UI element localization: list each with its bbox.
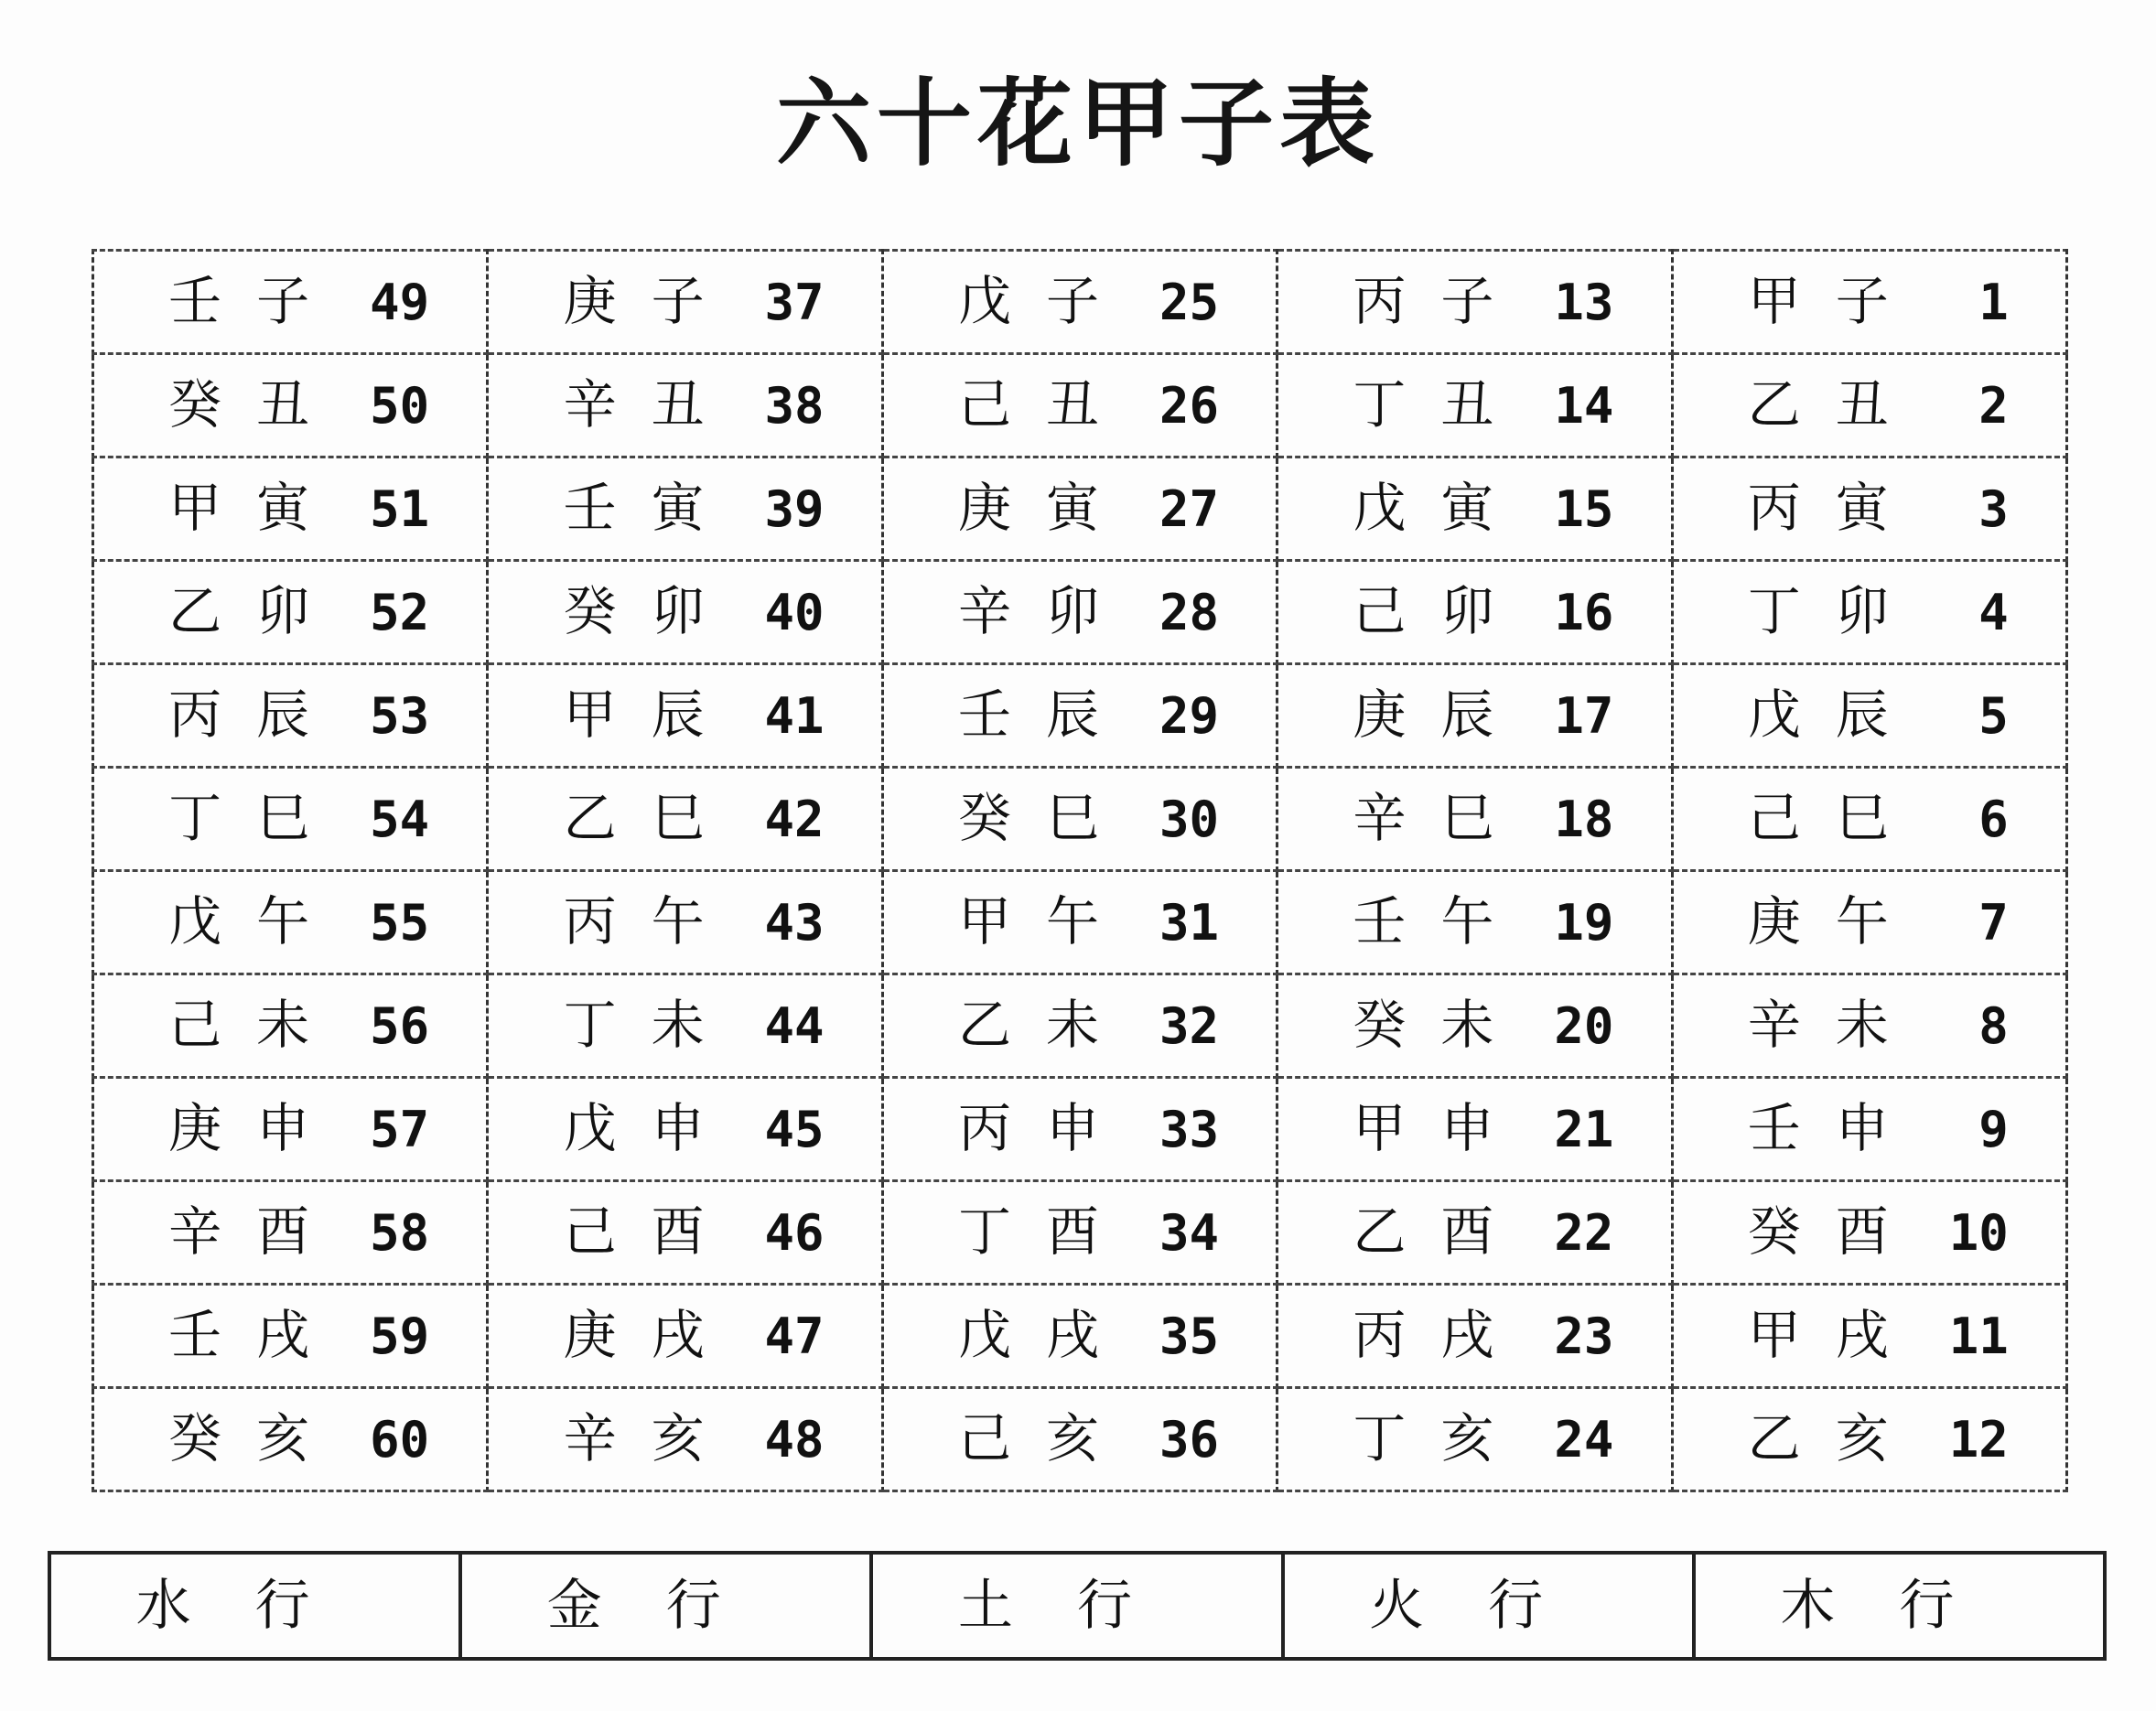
stem-char: 丙	[168, 683, 222, 746]
stem-char: 庚	[1353, 683, 1407, 746]
table-cell	[1672, 768, 2066, 871]
element-cell-earth: 土行	[871, 1553, 1282, 1659]
table-cell	[488, 664, 882, 768]
table-cell	[93, 251, 488, 354]
table-cell	[1277, 871, 1672, 974]
table-cell	[488, 354, 882, 457]
stem-char: 壬	[957, 683, 1011, 746]
branch-char: 巳	[256, 787, 310, 849]
cycle-number: 51	[370, 480, 430, 538]
cycle-number: 31	[1159, 894, 1219, 952]
table-cell	[882, 457, 1277, 561]
cycle-number: 60	[370, 1411, 430, 1469]
cycle-number: 20	[1554, 997, 1614, 1055]
cycle-number: 59	[370, 1307, 430, 1365]
table-row	[93, 457, 2067, 561]
table-cell	[93, 768, 488, 871]
branch-char: 辰	[1835, 683, 1889, 746]
cycle-number: 5	[1978, 687, 2009, 745]
stem-char: 辛	[957, 580, 1011, 642]
cycle-number: 49	[370, 274, 430, 331]
cycle-number: 37	[764, 274, 825, 331]
sexagenary-grid	[92, 249, 2068, 1492]
table-cell	[488, 871, 882, 974]
branch-char: 申	[1835, 1097, 1889, 1159]
stem-char: 丁	[1353, 1407, 1407, 1469]
branch-char: 未	[1045, 994, 1099, 1056]
branch-char: 子	[256, 270, 310, 332]
branch-char: 申	[1440, 1097, 1494, 1159]
branch-char: 酉	[1835, 1200, 1889, 1263]
branch-char: 卯	[1440, 580, 1494, 642]
cycle-number: 36	[1159, 1411, 1219, 1469]
cycle-number: 40	[764, 584, 825, 641]
cycle-number: 12	[1948, 1411, 2009, 1469]
stem-char: 癸	[168, 1407, 222, 1469]
element-cell-wood: 木行	[1694, 1553, 2105, 1659]
branch-char: 未	[256, 994, 310, 1056]
cycle-number: 41	[764, 687, 825, 745]
cycle-number: 48	[764, 1411, 825, 1469]
table-row	[93, 1078, 2067, 1181]
stem-char: 癸	[957, 787, 1011, 849]
element-footer	[48, 1551, 2107, 1661]
cycle-number: 29	[1159, 687, 1219, 745]
cycle-number: 6	[1978, 791, 2009, 848]
table-cell	[882, 871, 1277, 974]
stem-char: 己	[168, 994, 222, 1056]
table-cell	[1672, 457, 2066, 561]
branch-char: 丑	[1045, 373, 1099, 436]
branch-char: 午	[1835, 890, 1889, 952]
table-cell	[488, 974, 882, 1078]
cycle-number: 9	[1978, 1101, 2009, 1158]
table-cell	[882, 1388, 1277, 1491]
stem-char: 壬	[1353, 890, 1407, 952]
cycle-number: 13	[1554, 274, 1614, 331]
cycle-number: 53	[370, 687, 430, 745]
element-footer-row	[49, 1553, 2105, 1659]
stem-char: 戊	[168, 890, 222, 952]
cycle-number: 54	[370, 791, 430, 848]
stem-char: 丙	[1747, 477, 1801, 539]
element-footer-table	[48, 1551, 2107, 1661]
branch-char: 丑	[1835, 373, 1889, 436]
branch-char: 卯	[1835, 580, 1889, 642]
stem-char: 辛	[563, 373, 617, 436]
table-cell	[1277, 664, 1672, 768]
branch-char: 戌	[1835, 1304, 1889, 1366]
stem-char: 辛	[1353, 787, 1407, 849]
table-row	[93, 354, 2067, 457]
table-cell	[1277, 974, 1672, 1078]
cycle-number: 28	[1159, 584, 1219, 641]
cycle-number: 42	[764, 791, 825, 848]
table-cell	[93, 1078, 488, 1181]
branch-char: 丑	[1440, 373, 1494, 436]
cycle-number: 45	[764, 1101, 825, 1158]
branch-char: 巳	[1045, 787, 1099, 849]
branch-char: 酉	[1045, 1200, 1099, 1263]
stem-char: 壬	[563, 477, 617, 539]
stem-char: 己	[1353, 580, 1407, 642]
cycle-number: 22	[1554, 1204, 1614, 1262]
stem-char: 庚	[563, 270, 617, 332]
table-cell	[882, 561, 1277, 664]
table-row	[93, 251, 2067, 354]
cycle-number: 19	[1554, 894, 1614, 952]
branch-char: 亥	[651, 1407, 705, 1469]
stem-char: 庚	[168, 1097, 222, 1159]
table-row	[93, 974, 2067, 1078]
stem-char: 丙	[957, 1097, 1011, 1159]
branch-char: 卯	[651, 580, 705, 642]
table-cell	[488, 561, 882, 664]
page-title: 六十花甲子表	[775, 68, 1380, 179]
table-cell	[93, 1388, 488, 1491]
cycle-number: 15	[1554, 480, 1614, 538]
stem-char: 壬	[1747, 1097, 1801, 1159]
table-cell	[882, 664, 1277, 768]
stem-char: 甲	[563, 683, 617, 746]
branch-char: 戌	[1440, 1304, 1494, 1366]
stem-char: 辛	[168, 1200, 222, 1263]
cycle-number: 26	[1159, 377, 1219, 435]
cycle-number: 4	[1978, 584, 2009, 641]
stem-char: 甲	[1353, 1097, 1407, 1159]
cycle-number: 1	[1978, 274, 2009, 331]
stem-char: 辛	[1747, 994, 1801, 1056]
stem-char: 癸	[168, 373, 222, 436]
element-cell-metal: 金行	[460, 1553, 871, 1659]
branch-char: 未	[1440, 994, 1494, 1056]
table-cell	[1672, 1181, 2066, 1285]
table-cell	[1672, 251, 2066, 354]
cycle-number: 27	[1159, 480, 1219, 538]
branch-char: 辰	[1045, 683, 1099, 746]
branch-char: 戌	[651, 1304, 705, 1366]
cycle-number: 55	[370, 894, 430, 952]
table-cell	[93, 457, 488, 561]
cycle-number: 3	[1978, 480, 2009, 538]
table-cell	[1672, 561, 2066, 664]
table-cell	[488, 1078, 882, 1181]
table-cell	[1672, 1388, 2066, 1491]
branch-char: 申	[1045, 1097, 1099, 1159]
stem-char: 戊	[957, 270, 1011, 332]
branch-char: 戌	[256, 1304, 310, 1366]
branch-char: 午	[1045, 890, 1099, 952]
table-cell	[1672, 1078, 2066, 1181]
branch-char: 寅	[256, 477, 310, 539]
table-cell	[93, 1181, 488, 1285]
cycle-number: 56	[370, 997, 430, 1055]
table-cell	[882, 1285, 1277, 1388]
stem-char: 戊	[563, 1097, 617, 1159]
stem-char: 甲	[168, 477, 222, 539]
branch-char: 寅	[1045, 477, 1099, 539]
branch-char: 申	[256, 1097, 310, 1159]
table-cell	[1672, 664, 2066, 768]
table-cell	[1277, 561, 1672, 664]
branch-char: 酉	[256, 1200, 310, 1263]
stem-char: 乙	[168, 580, 222, 642]
table-cell	[1277, 457, 1672, 561]
table-cell	[93, 974, 488, 1078]
table-cell	[882, 251, 1277, 354]
stem-char: 丙	[563, 890, 617, 952]
cycle-number: 2	[1978, 377, 2009, 435]
table-row	[93, 664, 2067, 768]
sexagenary-table	[92, 249, 2068, 1492]
table-row	[93, 561, 2067, 664]
table-cell	[882, 1181, 1277, 1285]
cycle-number: 11	[1948, 1307, 2009, 1365]
cycle-number: 10	[1948, 1204, 2009, 1262]
branch-char: 午	[651, 890, 705, 952]
stem-char: 癸	[1353, 994, 1407, 1056]
cycle-number: 58	[370, 1204, 430, 1262]
cycle-number: 18	[1554, 791, 1614, 848]
table-cell	[1672, 354, 2066, 457]
table-cell	[1277, 251, 1672, 354]
table-cell	[882, 354, 1277, 457]
cycle-number: 52	[370, 584, 430, 641]
stem-char: 乙	[563, 787, 617, 849]
branch-char: 辰	[651, 683, 705, 746]
stem-char: 丁	[1747, 580, 1801, 642]
stem-char: 甲	[957, 890, 1011, 952]
table-cell	[1277, 1078, 1672, 1181]
cycle-number: 35	[1159, 1307, 1219, 1365]
table-cell	[1277, 768, 1672, 871]
cycle-number: 46	[764, 1204, 825, 1262]
branch-char: 巳	[1440, 787, 1494, 849]
cycle-number: 33	[1159, 1101, 1219, 1158]
branch-char: 亥	[256, 1407, 310, 1469]
cycle-number: 44	[764, 997, 825, 1055]
branch-char: 酉	[1440, 1200, 1494, 1263]
branch-char: 酉	[651, 1200, 705, 1263]
cycle-number: 16	[1554, 584, 1614, 641]
stem-char: 壬	[168, 270, 222, 332]
branch-char: 丑	[256, 373, 310, 436]
stem-char: 丙	[1353, 1304, 1407, 1366]
table-cell	[882, 768, 1277, 871]
table-cell	[488, 251, 882, 354]
cycle-number: 25	[1159, 274, 1219, 331]
stem-char: 丙	[1353, 270, 1407, 332]
branch-char: 亥	[1835, 1407, 1889, 1469]
branch-char: 未	[651, 994, 705, 1056]
stem-char: 庚	[563, 1304, 617, 1366]
stem-char: 丁	[563, 994, 617, 1056]
table-cell	[1672, 871, 2066, 974]
cycle-number: 8	[1978, 997, 2009, 1055]
cycle-number: 7	[1978, 894, 2009, 952]
cycle-number: 34	[1159, 1204, 1219, 1262]
cycle-number: 21	[1554, 1101, 1614, 1158]
stem-char: 戊	[957, 1304, 1011, 1366]
stem-char: 庚	[957, 477, 1011, 539]
branch-char: 卯	[256, 580, 310, 642]
cycle-number: 43	[764, 894, 825, 952]
stem-char: 己	[957, 373, 1011, 436]
cycle-number: 23	[1554, 1307, 1614, 1365]
table-cell	[93, 871, 488, 974]
cycle-number: 50	[370, 377, 430, 435]
branch-char: 申	[651, 1097, 705, 1159]
stem-char: 乙	[1747, 1407, 1801, 1469]
branch-char: 亥	[1440, 1407, 1494, 1469]
stem-char: 癸	[1747, 1200, 1801, 1263]
stem-char: 乙	[957, 994, 1011, 1056]
branch-char: 寅	[1440, 477, 1494, 539]
stem-char: 乙	[1353, 1200, 1407, 1263]
branch-char: 午	[1440, 890, 1494, 952]
element-cell-water: 水行	[49, 1553, 460, 1659]
stem-char: 丁	[1353, 373, 1407, 436]
stem-char: 壬	[168, 1304, 222, 1366]
cycle-number: 32	[1159, 997, 1219, 1055]
table-cell	[1277, 1181, 1672, 1285]
stem-char: 丁	[957, 1200, 1011, 1263]
table-cell	[488, 768, 882, 871]
branch-char: 卯	[1045, 580, 1099, 642]
stem-char: 甲	[1747, 270, 1801, 332]
branch-char: 午	[256, 890, 310, 952]
cycle-number: 14	[1554, 377, 1614, 435]
branch-char: 巳	[1835, 787, 1889, 849]
branch-char: 寅	[651, 477, 705, 539]
table-cell	[1277, 1285, 1672, 1388]
cycle-number: 30	[1159, 791, 1219, 848]
table-cell	[1277, 1388, 1672, 1491]
cycle-number: 24	[1554, 1411, 1614, 1469]
branch-char: 辰	[1440, 683, 1494, 746]
table-row	[93, 1181, 2067, 1285]
table-cell	[93, 664, 488, 768]
branch-char: 子	[1835, 270, 1889, 332]
cycle-number: 57	[370, 1101, 430, 1158]
branch-char: 寅	[1835, 477, 1889, 539]
table-row	[93, 1388, 2067, 1491]
cycle-number: 39	[764, 480, 825, 538]
table-row	[93, 871, 2067, 974]
table-cell	[93, 1285, 488, 1388]
stem-char: 己	[563, 1200, 617, 1263]
element-cell-fire: 火行	[1283, 1553, 1694, 1659]
stem-char: 丁	[168, 787, 222, 849]
table-row	[93, 1285, 2067, 1388]
branch-char: 未	[1835, 994, 1889, 1056]
table-cell	[93, 354, 488, 457]
table-cell	[1277, 354, 1672, 457]
table-cell	[882, 974, 1277, 1078]
cycle-number: 38	[764, 377, 825, 435]
branch-char: 子	[1440, 270, 1494, 332]
table-cell	[1672, 1285, 2066, 1388]
stem-char: 庚	[1747, 890, 1801, 952]
branch-char: 子	[651, 270, 705, 332]
stem-char: 甲	[1747, 1304, 1801, 1366]
cycle-number: 47	[764, 1307, 825, 1365]
stem-char: 癸	[563, 580, 617, 642]
table-cell	[488, 1181, 882, 1285]
branch-char: 亥	[1045, 1407, 1099, 1469]
branch-char: 辰	[256, 683, 310, 746]
table-cell	[93, 561, 488, 664]
table-cell	[488, 1285, 882, 1388]
branch-char: 丑	[651, 373, 705, 436]
stem-char: 戊	[1353, 477, 1407, 539]
table-cell	[488, 457, 882, 561]
stem-char: 戊	[1747, 683, 1801, 746]
stem-char: 己	[957, 1407, 1011, 1469]
branch-char: 巳	[651, 787, 705, 849]
stem-char: 乙	[1747, 373, 1801, 436]
table-cell	[882, 1078, 1277, 1181]
table-row	[93, 768, 2067, 871]
stem-char: 己	[1747, 787, 1801, 849]
cycle-number: 17	[1554, 687, 1614, 745]
table-cell	[488, 1388, 882, 1491]
table-cell	[1672, 974, 2066, 1078]
branch-char: 子	[1045, 270, 1099, 332]
branch-char: 戌	[1045, 1304, 1099, 1366]
stem-char: 辛	[563, 1407, 617, 1469]
